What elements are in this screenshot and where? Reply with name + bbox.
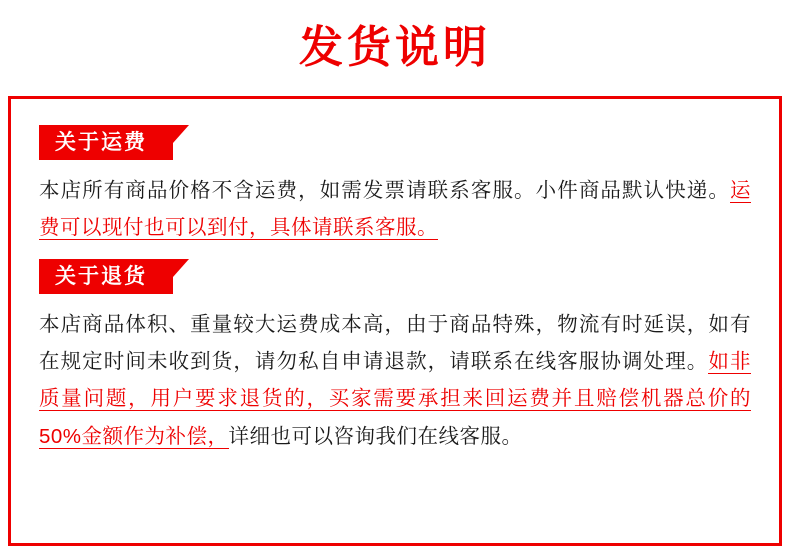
page-title: 发货说明 (299, 23, 491, 72)
shipping-fee-text-plain-1: 本店所有商品价格不含运费，如需发票请联系客服。小件商品默认快递。 (39, 179, 730, 203)
content-frame (8, 96, 782, 546)
section-returns (39, 259, 751, 455)
returns-text-plain-2: 详细也可以咨询我们在线客服。 (228, 424, 523, 448)
returns-text-plain-1: 本店商品体积、重量较大运费成本高，由于商品特殊，物流有时延误，如有在规定时间未收到货，请勿私自申请退款，请联系在线客服协调处理。 (39, 312, 751, 374)
tag-row-returns (39, 259, 751, 294)
shipping-fee-text-highlight: 运费可以现付也可以到付，具体请联系客服。 (39, 179, 751, 240)
tag-row-shipping-fee (39, 125, 751, 160)
section-shipping-fee (39, 125, 751, 247)
returns-text-highlight: 如非质量问题，用户要求退货的，买家需要承担来回运费并且赔偿机器总价的50%金额作为补偿， (39, 350, 751, 448)
section-body-shipping-fee (39, 172, 751, 247)
section-body-returns (39, 306, 751, 455)
section-tag-shipping-fee: 关于运费 (39, 125, 173, 160)
section-tag-returns: 关于退货 (39, 259, 173, 294)
